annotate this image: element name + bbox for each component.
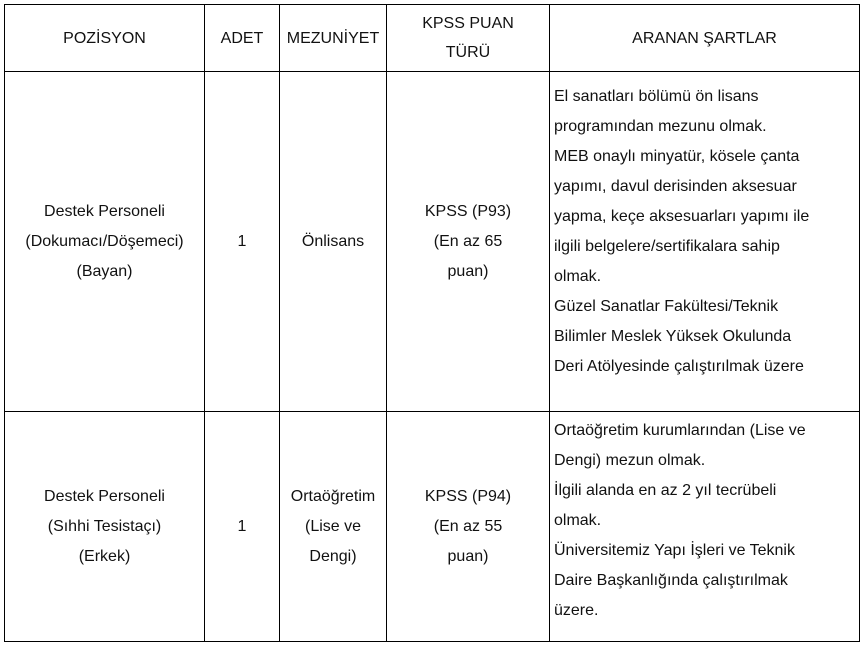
- requirement-line: yapımı, davul derisinden aksesuar: [554, 178, 797, 195]
- cell-position: [5, 412, 205, 642]
- cell-line: (Lise ve: [304, 517, 362, 535]
- requirement-line: olmak.: [554, 512, 602, 529]
- header-kpss-line: KPSS PUAN: [422, 15, 514, 32]
- requirement-line: Dengi) mezun olmak.: [554, 452, 706, 469]
- cell-line: puan): [447, 547, 489, 565]
- cell-kpss: [387, 72, 550, 412]
- requirement-line: İlgili alanda en az 2 yıl tecrübeli: [554, 482, 777, 499]
- requirement-line: Ortaöğretim kurumlarından (Lise ve: [554, 422, 806, 439]
- cell-line: KPSS (P93): [424, 202, 512, 220]
- cell-line: Önlisans: [301, 232, 365, 250]
- cell-requirements: [550, 412, 860, 642]
- cell-line: Destek Personeli: [44, 202, 165, 220]
- table-row: [5, 72, 860, 412]
- cell-count: 1: [205, 412, 280, 642]
- cell-line: puan): [447, 262, 489, 280]
- header-row: [5, 5, 860, 72]
- cell-line: (Bayan): [76, 262, 133, 280]
- requirement-line: MEB onaylı minyatür, kösele çanta: [554, 148, 800, 165]
- cell-line: Ortaöğretim: [290, 487, 376, 505]
- cell-kpss: [387, 412, 550, 642]
- header-kpss-line: TÜRÜ: [445, 44, 491, 61]
- cell-education: [280, 412, 387, 642]
- cell-line: (Dokumacı/Döşemeci): [25, 232, 184, 250]
- header-requirements: ARANAN ŞARTLAR: [550, 5, 860, 72]
- requirement-line: El sanatları bölümü ön lisans: [554, 88, 759, 105]
- header-position: POZİSYON: [5, 5, 205, 72]
- requirement-line: yapma, keçe aksesuarları yapımı ile: [554, 208, 810, 225]
- requirement-line: Deri Atölyesinde çalıştırılmak üzere: [554, 358, 804, 375]
- cell-line: (En az 65: [433, 232, 503, 250]
- cell-education: [280, 72, 387, 412]
- cell-line: (Erkek): [78, 547, 131, 565]
- requirement-line: Daire Başkanlığında çalıştırılmak: [554, 572, 788, 589]
- header-education: MEZUNİYET: [280, 5, 387, 72]
- requirement-line: programından mezunu olmak.: [554, 118, 767, 135]
- cell-count: 1: [205, 72, 280, 412]
- requirement-line: ilgili belgelere/sertifikalara sahip: [554, 238, 780, 255]
- requirement-line: Güzel Sanatlar Fakültesi/Teknik: [554, 298, 779, 315]
- requirement-line: üzere.: [554, 602, 599, 619]
- cell-requirements: [550, 72, 860, 412]
- cell-line: Destek Personeli: [44, 487, 165, 505]
- cell-position: [5, 72, 205, 412]
- cell-line: Dengi): [309, 547, 357, 565]
- job-positions-table: [4, 4, 860, 642]
- cell-line: (Sıhhi Tesistaçı): [47, 517, 162, 535]
- table-row: [5, 412, 860, 642]
- header-kpss: [387, 5, 550, 72]
- header-count: ADET: [205, 5, 280, 72]
- requirement-line: olmak.: [554, 268, 602, 285]
- requirement-line: Üniversitemiz Yapı İşleri ve Teknik: [554, 542, 795, 559]
- requirement-line: Bilimler Meslek Yüksek Okulunda: [554, 328, 792, 345]
- cell-line: KPSS (P94): [424, 487, 512, 505]
- cell-line: (En az 55: [433, 517, 503, 535]
